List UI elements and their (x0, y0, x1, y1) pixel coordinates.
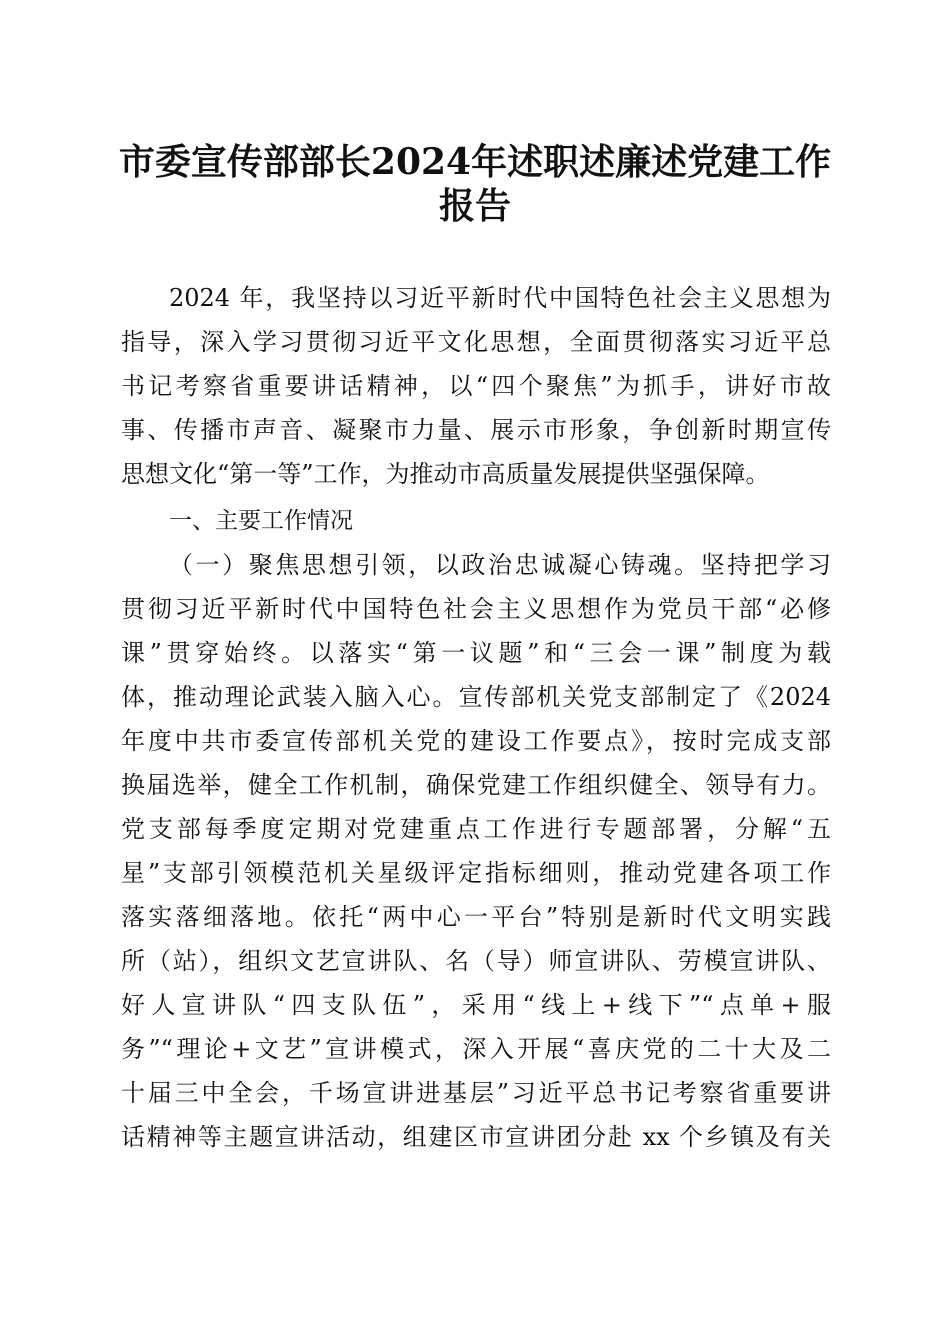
body-line: 好人宣讲队“四支队伍”，采用“线上+线下”“点单+服 (121, 991, 831, 1019)
intro-line: 书记考察省重要讲话精神，以“四个聚焦”为抓手，讲好市故 (121, 372, 831, 400)
section-heading: 一、主要工作情况 (169, 508, 353, 534)
intro-line: 思想文化“第一等”工作，为推动市高质量发展提供坚强保障。 (121, 460, 770, 488)
intro-line: 指导，深入学习贯彻习近平文化思想，全面贯彻落实习近平总 (121, 328, 831, 356)
intro-line: 2024 年，我坚持以习近平新时代中国特色社会主义思想为 (169, 284, 831, 312)
body-line: 党支部每季度定期对党建重点工作进行专题部署，分解“五 (121, 815, 831, 843)
document-title-line-1: 市委宣传部部长2024年述职述廉述党建工作 (118, 141, 832, 183)
body-line: 年度中共市委宣传部机关党的建设工作要点》，按时完成支部 (121, 727, 831, 755)
body-line: 话精神等主题宣讲活动，组建区市宣讲团分赴 xx 个乡镇及有关 (121, 1123, 831, 1151)
body-line: 所（站），组织文艺宣讲队、名（导）师宣讲队、劳模宣讲队、 (121, 947, 831, 975)
body-line: 换届选举，健全工作机制，确保党建工作组织健全、领导有力。 (121, 771, 831, 799)
body-line: 务”“理论+文艺”宣讲模式，深入开展“喜庆党的二十大及二 (121, 1035, 831, 1063)
body-line: 十届三中全会，千场宣讲进基层”习近平总书记考察省重要讲 (121, 1079, 831, 1107)
body-line: 星”支部引领模范机关星级评定指标细则，推动党建各项工作 (121, 859, 831, 887)
body-line: 课”贯穿始终。以落实“第一议题”和“三会一课”制度为载 (121, 639, 831, 667)
body-line: （一）聚焦思想引领，以政治忠诚凝心铸魂。坚持把学习 (169, 551, 831, 579)
intro-line: 事、传播市声音、凝聚市力量、展示市形象，争创新时期宣传 (121, 416, 831, 444)
body-line: 体，推动理论武装入脑入心。宣传部机关党支部制定了《2024 (121, 683, 831, 711)
body-line: 贯彻习近平新时代中国特色社会主义思想作为党员干部“必修 (121, 595, 831, 623)
body-line: 落实落细落地。依托“两中心一平台”特别是新时代文明实践 (121, 903, 831, 931)
document-title-line-2: 报告 (438, 185, 511, 227)
